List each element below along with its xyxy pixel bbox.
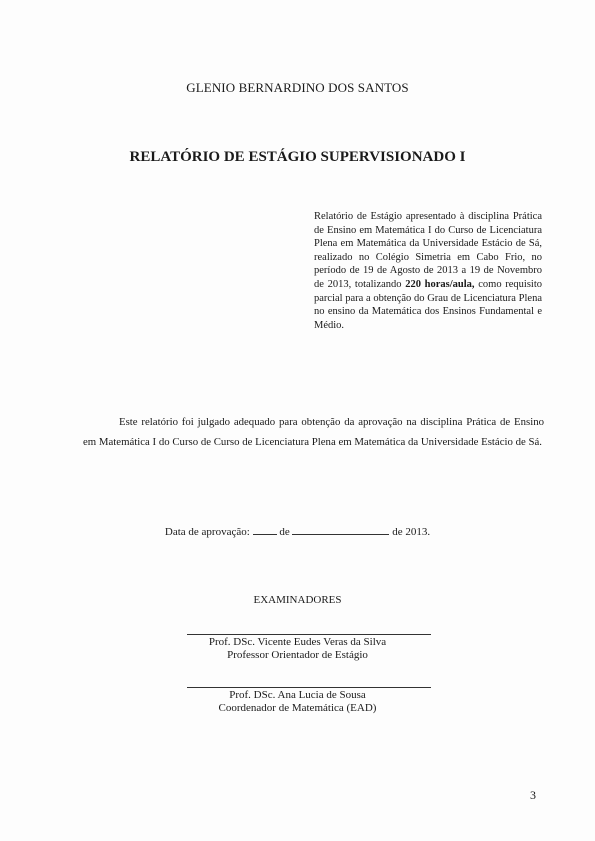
signature-line-2	[187, 687, 431, 688]
judgment-paragraph: Este relatório foi julgado adequado para obtenção da aprovação na disciplina Prática de Ensino em Matemática I do Curso de Curso de Licenciatura Plena em Matemática da Universidade Estácio de Sá.	[83, 416, 544, 448]
abstract-text-before: Relatório de Estágio apresentado à disciplina Prática de Ensino em Matemática I do Curso de Licenciatura Plena em Matemática da Universidade Estácio de Sá, realizado no Colégio Simetria em Cabo Frio, no período de 19 de Agosto de 2013 a 19 de Novembro de 2013, totalizando	[314, 211, 542, 290]
approval-day-blank	[253, 523, 277, 535]
report-title: RELATÓRIO DE ESTÁGIO SUPERVISIONADO I	[129, 149, 466, 165]
author-name: GLENIO BERNARDINO DOS SANTOS	[186, 80, 409, 95]
report-abstract	[314, 210, 542, 332]
signature-line-1	[187, 634, 431, 635]
abstract-hours: 220 horas/aula,	[405, 278, 475, 290]
approval-month-blank	[292, 523, 389, 535]
examiner-2-role: Coordenador de Matemática (EAD)	[218, 702, 377, 714]
examiner-2	[0, 689, 595, 715]
examiner-2-name: Prof. DSc. Ana Lucia de Sousa	[229, 689, 366, 701]
examiner-1-name: Prof. DSc. Vicente Eudes Veras da Silva	[208, 636, 387, 648]
page-number: 3	[530, 788, 536, 802]
approval-label: Data de aprovação:	[164, 526, 250, 538]
approval-de: de	[279, 526, 290, 538]
examiners-heading: EXAMINADORES	[253, 594, 342, 606]
abstract-text-after: como requisito parcial para a obtenção do Grau de Licenciatura Plena no ensino da Matemática dos Ensinos Fundamental e Médio.	[314, 278, 542, 331]
examiner-1	[0, 636, 595, 662]
approval-date-line	[0, 523, 595, 538]
examiner-1-role: Professor Orientador de Estágio	[227, 649, 368, 661]
approval-year: de 2013.	[392, 526, 431, 538]
